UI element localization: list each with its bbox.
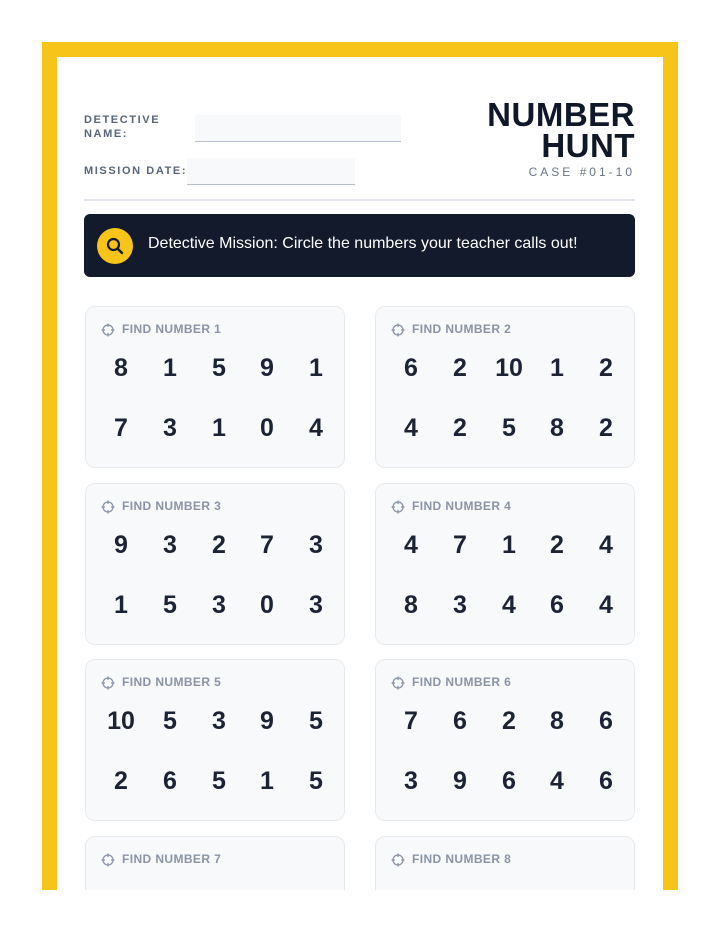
hunt-number[interactable]: 2 — [212, 531, 226, 559]
worksheet-header — [84, 87, 635, 201]
hunt-number[interactable]: 2 — [599, 414, 613, 442]
hunt-number[interactable]: 3 — [309, 591, 323, 619]
hunt-number[interactable]: 1 — [163, 354, 177, 382]
title-line2: HUNT — [541, 127, 635, 164]
worksheet — [57, 57, 663, 890]
hunt-number[interactable]: 1 — [309, 354, 323, 382]
mission-date-field[interactable] — [187, 158, 355, 185]
card-title: FIND NUMBER 2 — [412, 322, 512, 336]
hunt-number[interactable]: 1 — [502, 531, 516, 559]
hunt-number[interactable]: 10 — [495, 354, 523, 382]
hunt-number[interactable]: 2 — [502, 707, 516, 735]
title-line1: NUMBER — [487, 96, 635, 133]
hunt-number[interactable]: 6 — [163, 767, 177, 795]
detective-name-label — [84, 113, 160, 141]
hunt-number[interactable]: 4 — [404, 531, 418, 559]
card-title: FIND NUMBER 3 — [122, 499, 222, 513]
mission-date-label: MISSION DATE: — [84, 165, 188, 177]
card-title: FIND NUMBER 4 — [412, 499, 512, 513]
hunt-number[interactable]: 7 — [453, 531, 467, 559]
page-title — [487, 96, 635, 164]
hunt-number[interactable]: 5 — [163, 591, 177, 619]
case-number: CASE #01-10 — [528, 165, 635, 179]
hunt-number[interactable]: 6 — [404, 354, 418, 382]
hunt-number[interactable]: 7 — [404, 707, 418, 735]
hunt-number[interactable]: 4 — [309, 414, 323, 442]
hunt-number[interactable]: 5 — [309, 707, 323, 735]
find-number-card — [375, 659, 635, 821]
card-title: FIND NUMBER 1 — [122, 322, 222, 336]
hunt-number[interactable]: 7 — [260, 531, 274, 559]
hunt-number[interactable]: 5 — [163, 707, 177, 735]
card-title: FIND NUMBER 7 — [122, 852, 222, 866]
page-frame — [42, 42, 678, 890]
hunt-number[interactable]: 5 — [502, 414, 516, 442]
card-title: FIND NUMBER 8 — [412, 852, 512, 866]
hunt-number[interactable]: 2 — [599, 354, 613, 382]
hunt-number[interactable]: 6 — [599, 767, 613, 795]
card-title: FIND NUMBER 5 — [122, 675, 222, 689]
hunt-number[interactable]: 5 — [212, 767, 226, 795]
hunt-number[interactable]: 2 — [453, 414, 467, 442]
mission-text: Detective Mission: Circle the numbers your teacher calls out! — [148, 235, 578, 252]
hunt-number[interactable]: 4 — [550, 767, 564, 795]
hunt-number[interactable]: 1 — [114, 591, 128, 619]
hunt-number[interactable]: 1 — [212, 414, 226, 442]
hunt-number[interactable]: 6 — [550, 591, 564, 619]
mission-banner — [84, 214, 635, 277]
hunt-number[interactable]: 3 — [453, 591, 467, 619]
hunt-number[interactable]: 6 — [599, 707, 613, 735]
hunt-number[interactable]: 4 — [404, 414, 418, 442]
find-number-card — [85, 659, 345, 821]
hunt-number[interactable]: 3 — [212, 591, 226, 619]
card-title: FIND NUMBER 6 — [412, 675, 512, 689]
hunt-number[interactable]: 3 — [163, 414, 177, 442]
hunt-number[interactable]: 5 — [309, 767, 323, 795]
hunt-number[interactable]: 7 — [114, 414, 128, 442]
find-number-card — [375, 483, 635, 645]
find-number-card — [375, 836, 635, 890]
hunt-number[interactable]: 5 — [212, 354, 226, 382]
name-label-line1: DETECTIVE — [84, 114, 161, 126]
hunt-number[interactable]: 1 — [550, 354, 564, 382]
name-label-line2: NAME: — [84, 128, 129, 140]
find-number-card — [375, 306, 635, 468]
hunt-number[interactable]: 9 — [260, 354, 274, 382]
hunt-number[interactable]: 9 — [260, 707, 274, 735]
hunt-number[interactable]: 6 — [453, 707, 467, 735]
hunt-number[interactable]: 8 — [404, 591, 418, 619]
find-number-card — [85, 483, 345, 645]
hunt-number[interactable]: 0 — [260, 414, 274, 442]
hunt-number[interactable]: 8 — [114, 354, 128, 382]
hunt-number[interactable]: 6 — [502, 767, 516, 795]
find-number-card — [85, 836, 345, 890]
search-icon — [97, 228, 133, 264]
hunt-number[interactable]: 8 — [550, 414, 564, 442]
detective-name-field[interactable] — [195, 115, 401, 142]
hunt-number[interactable]: 4 — [599, 531, 613, 559]
hunt-number[interactable]: 8 — [550, 707, 564, 735]
hunt-number[interactable]: 2 — [453, 354, 467, 382]
hunt-number[interactable]: 9 — [114, 531, 128, 559]
hunt-number[interactable]: 1 — [260, 767, 274, 795]
hunt-number[interactable]: 3 — [309, 531, 323, 559]
hunt-number[interactable]: 3 — [404, 767, 418, 795]
hunt-number[interactable]: 3 — [163, 531, 177, 559]
hunt-number[interactable]: 4 — [599, 591, 613, 619]
hunt-number[interactable]: 9 — [453, 767, 467, 795]
hunt-number[interactable]: 0 — [260, 591, 274, 619]
hunt-number[interactable]: 4 — [502, 591, 516, 619]
hunt-number[interactable]: 3 — [212, 707, 226, 735]
find-number-card — [85, 306, 345, 468]
hunt-number[interactable]: 2 — [114, 767, 128, 795]
hunt-number[interactable]: 10 — [107, 707, 135, 735]
hunt-number[interactable]: 2 — [550, 531, 564, 559]
